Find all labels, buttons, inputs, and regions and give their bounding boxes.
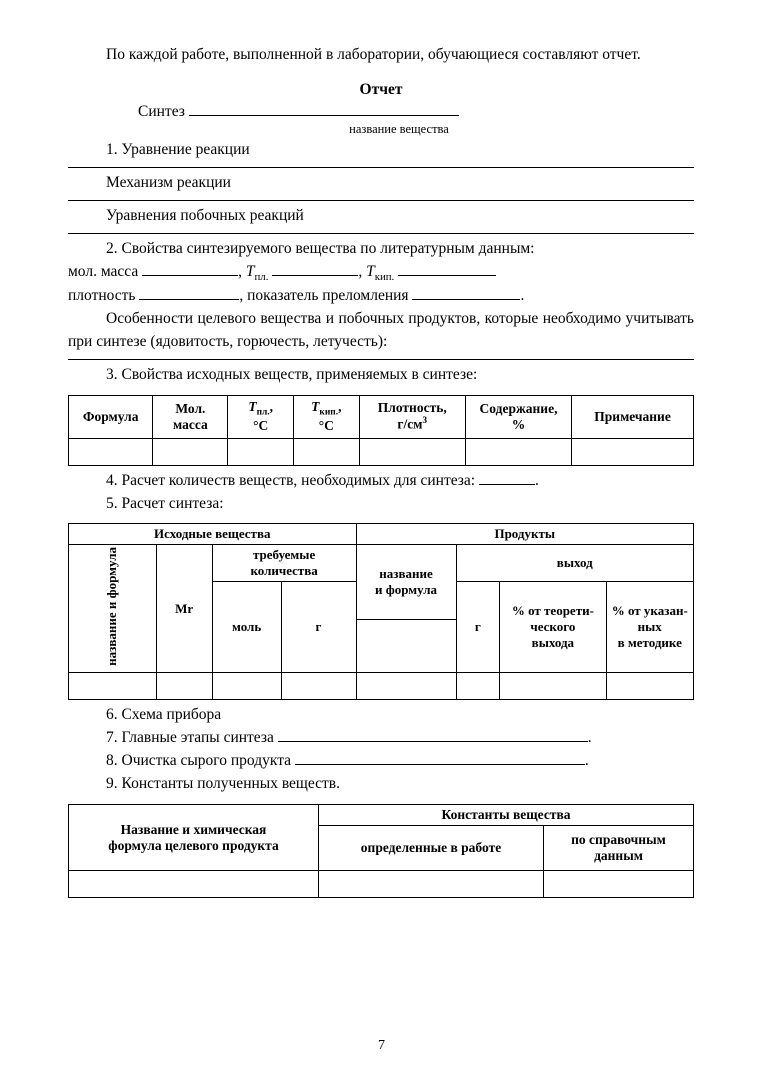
density-blank[interactable] xyxy=(139,299,239,300)
synthesis-line xyxy=(68,103,694,121)
page-number: 7 xyxy=(378,1038,385,1053)
table-row-header xyxy=(69,805,694,826)
density-line xyxy=(68,285,694,308)
th-t-melt: $Т_{пл.}$, °С xyxy=(228,395,294,438)
th-gram: г xyxy=(281,582,356,673)
cell-reference[interactable] xyxy=(544,871,694,898)
cell-formula[interactable] xyxy=(69,438,153,465)
mol-mass-label: мол. масса xyxy=(68,262,139,280)
report-title: Отчет xyxy=(359,80,403,98)
synthesis-label: Синтез xyxy=(138,102,185,120)
th-product-name: название и формула xyxy=(356,545,456,620)
cell-yield-theoretical[interactable] xyxy=(500,673,606,700)
th-group-starting: Исходные вещества xyxy=(69,524,357,545)
cell-mr[interactable] xyxy=(156,673,212,700)
th-name-formula-vertical-text: название и формула xyxy=(103,547,119,667)
blank-rule-1[interactable] xyxy=(68,167,694,168)
refraction-blank[interactable] xyxy=(412,299,520,300)
th-mr: Mr xyxy=(156,545,212,673)
th-yield-theoretical: % от теорети- ческого выхода xyxy=(500,582,606,673)
cell-yield-gram[interactable] xyxy=(456,673,500,700)
item-constants: 9. Константы полученных веществ. xyxy=(106,775,340,793)
cell-gram[interactable] xyxy=(281,673,356,700)
table-starting-substances xyxy=(68,395,694,466)
item-purification: 8. Очистка сырого продукта . xyxy=(106,752,589,770)
cell-t-boil[interactable] xyxy=(294,438,360,465)
th-mole: моль xyxy=(212,582,281,673)
table-synthesis-calc xyxy=(68,523,694,700)
item-side-reactions: Уравнения побочных реакций xyxy=(106,206,304,224)
item-calc-quantities: 4. Расчет количеств веществ, необходимых для синтеза: . xyxy=(106,471,539,489)
table-row[interactable] xyxy=(69,438,694,465)
cell-determined[interactable] xyxy=(319,871,544,898)
main-stages-blank[interactable] xyxy=(278,741,588,742)
cell-mol-mass[interactable] xyxy=(153,438,228,465)
cell-target-product-name[interactable] xyxy=(69,871,319,898)
table-constants xyxy=(68,804,694,898)
cell-yield-method[interactable] xyxy=(606,673,694,700)
blank-rule-4[interactable] xyxy=(68,359,694,360)
th-reference: по справочным данным xyxy=(544,826,694,871)
page-content xyxy=(68,44,694,902)
table-row-subheader-1 xyxy=(69,545,694,582)
calc-quantities-blank[interactable] xyxy=(479,484,535,485)
item-properties-lit: 2. Свойства синтезируемого вещества по литературным данным: xyxy=(106,239,535,257)
refraction-label: , показатель преломления xyxy=(239,286,409,304)
table-row[interactable] xyxy=(69,673,694,700)
table-row-group-header xyxy=(69,524,694,545)
cell-t-melt[interactable] xyxy=(228,438,294,465)
mol-mass-line: мол. масса , $Т_{пл.}$ , $Т_{кип.}$ xyxy=(68,261,694,285)
cell-name-formula[interactable] xyxy=(69,673,157,700)
th-product-name-spacer xyxy=(356,620,456,673)
item-calc-synthesis: 5. Расчет синтеза: xyxy=(106,494,224,512)
th-yield-gram: г xyxy=(456,582,500,673)
cell-mole[interactable] xyxy=(212,673,281,700)
th-determined: определенные в работе xyxy=(319,826,544,871)
t-melt-label: $Т_{пл.}$ xyxy=(245,262,269,283)
synthesis-blank-caption: название вещества xyxy=(349,121,449,136)
th-target-product-name: Название и химическая формула целевого продукта xyxy=(69,805,319,871)
th-density: Плотность, $г/см^3$ xyxy=(359,395,465,438)
item-calc-quantities-label: 4. Расчет количеств веществ, необходимых для синтеза: xyxy=(106,471,476,489)
cell-content[interactable] xyxy=(465,438,571,465)
blank-rule-2[interactable] xyxy=(68,200,694,201)
cell-product-name[interactable] xyxy=(356,673,456,700)
item-mechanism: Механизм реакции xyxy=(106,173,231,191)
th-t-boil: $Т_{кип.}$, °С xyxy=(294,395,360,438)
item-purification-label: 8. Очистка сырого продукта xyxy=(106,752,292,770)
t-boil-blank[interactable] xyxy=(398,275,496,276)
th-yield: выход xyxy=(456,545,694,582)
th-yield-method: % от указан- ных в методике xyxy=(606,582,694,673)
cell-note[interactable] xyxy=(572,438,694,465)
blank-rule-3[interactable] xyxy=(68,233,694,234)
t-boil-label: $Т_{кип.}$ xyxy=(366,262,395,283)
item-main-stages-label: 7. Главные этапы синтеза xyxy=(106,729,274,747)
table-row[interactable] xyxy=(69,871,694,898)
th-required: требуемые количества xyxy=(212,545,356,582)
th-content: Содержание, % xyxy=(465,395,571,438)
item-starting-props: 3. Свойства исходных веществ, применяемых в синтезе: xyxy=(106,365,478,383)
th-mol-mass: Мол. масса xyxy=(153,395,228,438)
intro-paragraph: По каждой работе, выполненной в лаборатории, обучающиеся составляют отчет. xyxy=(106,46,641,63)
synthesis-blank[interactable] xyxy=(189,115,459,116)
th-note: Примечание xyxy=(572,395,694,438)
th-group-constants: Константы вещества xyxy=(319,805,694,826)
th-name-formula-vertical xyxy=(69,545,157,673)
item-device-scheme: 6. Схема прибора xyxy=(106,706,222,724)
t-melt-blank[interactable] xyxy=(272,275,358,276)
th-formula: Формула xyxy=(69,395,153,438)
item-eq-reaction: 1. Уравнение реакции xyxy=(106,140,250,158)
item-main-stages: 7. Главные этапы синтеза . xyxy=(106,729,592,747)
mol-mass-blank[interactable] xyxy=(142,275,238,276)
purification-blank[interactable] xyxy=(295,764,585,765)
density-label: плотность xyxy=(68,286,136,304)
cell-density[interactable] xyxy=(359,438,465,465)
th-group-products: Продукты xyxy=(356,524,694,545)
table-row-header xyxy=(69,395,694,438)
period-mark: . xyxy=(520,286,525,304)
item-features: Особенности целевого вещества и побочных продуктов, которые необходимо учитывать при синтезе (ядовитость, горючесть, летучесть): xyxy=(68,309,694,350)
